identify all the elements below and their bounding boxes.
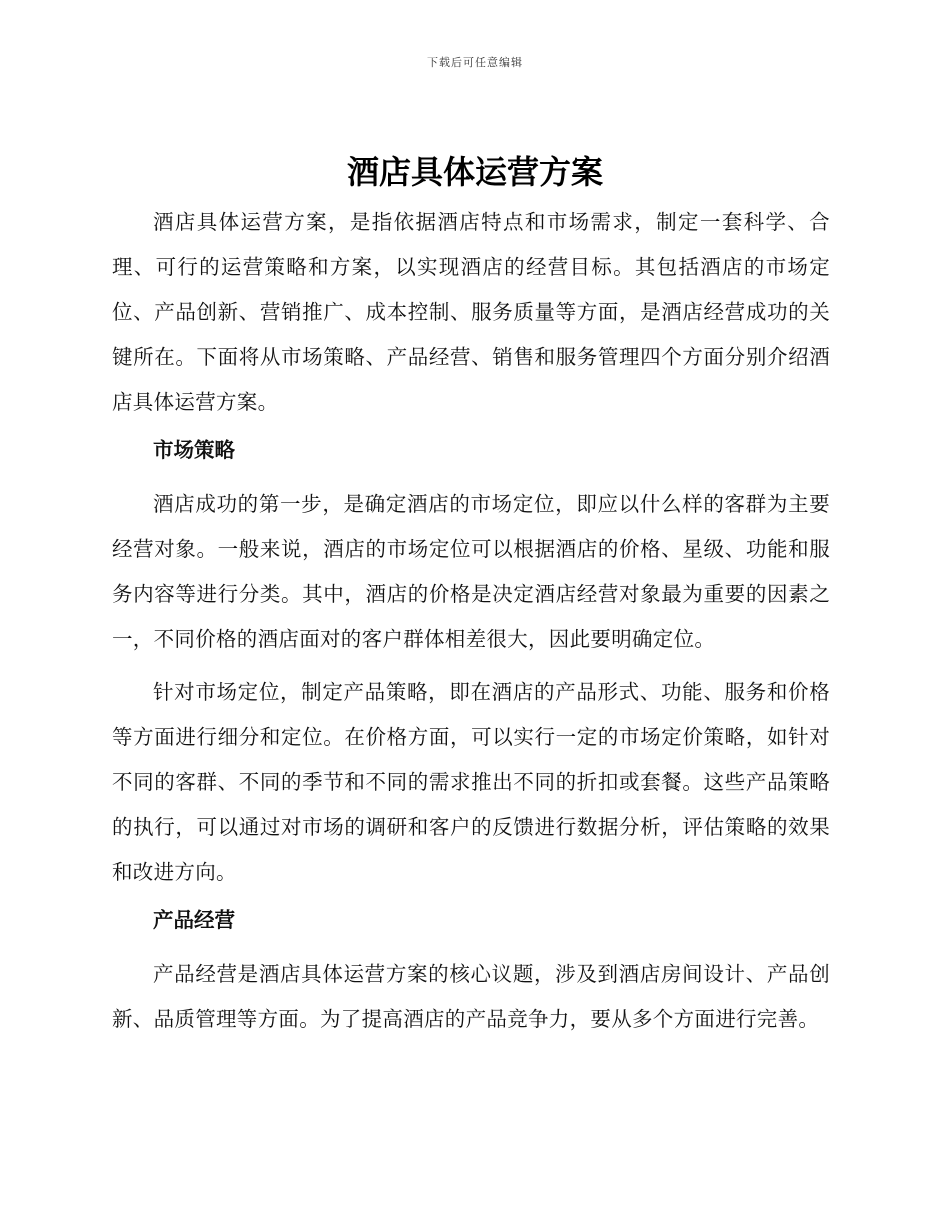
section-heading-market-strategy: 市场策略 [153,438,235,462]
market-strategy-paragraph-2: 针对市场定位，制定产品策略，即在酒店的产品形式、功能、服务和价格等方面进行细分和定位。在价格方面，可以实行一定的市场定价策略，如针对不同的客群、不同的季节和不同的需求推出不同的折扣或套餐。这些产品策略的执行，可以通过对市场的调研和客户的反馈进行数据分析，评估策略的效果和改进方向。 [112,680,830,884]
product-operation-paragraph-1: 产品经营是酒店具体运营方案的核心议题，涉及到酒店房间设计、产品创新、品质管理等方面。为了提高酒店的产品竞争力，要从多个方面进行完善。 [112,962,830,1031]
header-note: 下载后可任意编辑 [427,56,523,69]
document-title: 酒店具体运营方案 [346,153,603,191]
section-heading-product-operation: 产品经营 [153,908,235,932]
market-strategy-paragraph-1: 酒店成功的第一步，是确定酒店的市场定位，即应以什么样的客群为主要经营对象。一般来说，酒店的市场定位可以根据酒店的价格、星级、功能和服务内容等进行分类。其中，酒店的价格是决定酒店经营对象最为重要的因素之一，不同价格的酒店面对的客户群体相差很大，因此要明确定位。 [112,492,830,651]
intro-paragraph: 酒店具体运营方案，是指依据酒店特点和市场需求，制定一套科学、合理、可行的运营策略和方案，以实现酒店的经营目标。其包括酒店的市场定位、产品创新、营销推广、成本控制、服务质量等方面，是酒店经营成功的关键所在。下面将从市场策略、产品经营、销售和服务管理四个方面分别介绍酒店具体运营方案。 [112,210,830,414]
document-body [112,200,830,1042]
